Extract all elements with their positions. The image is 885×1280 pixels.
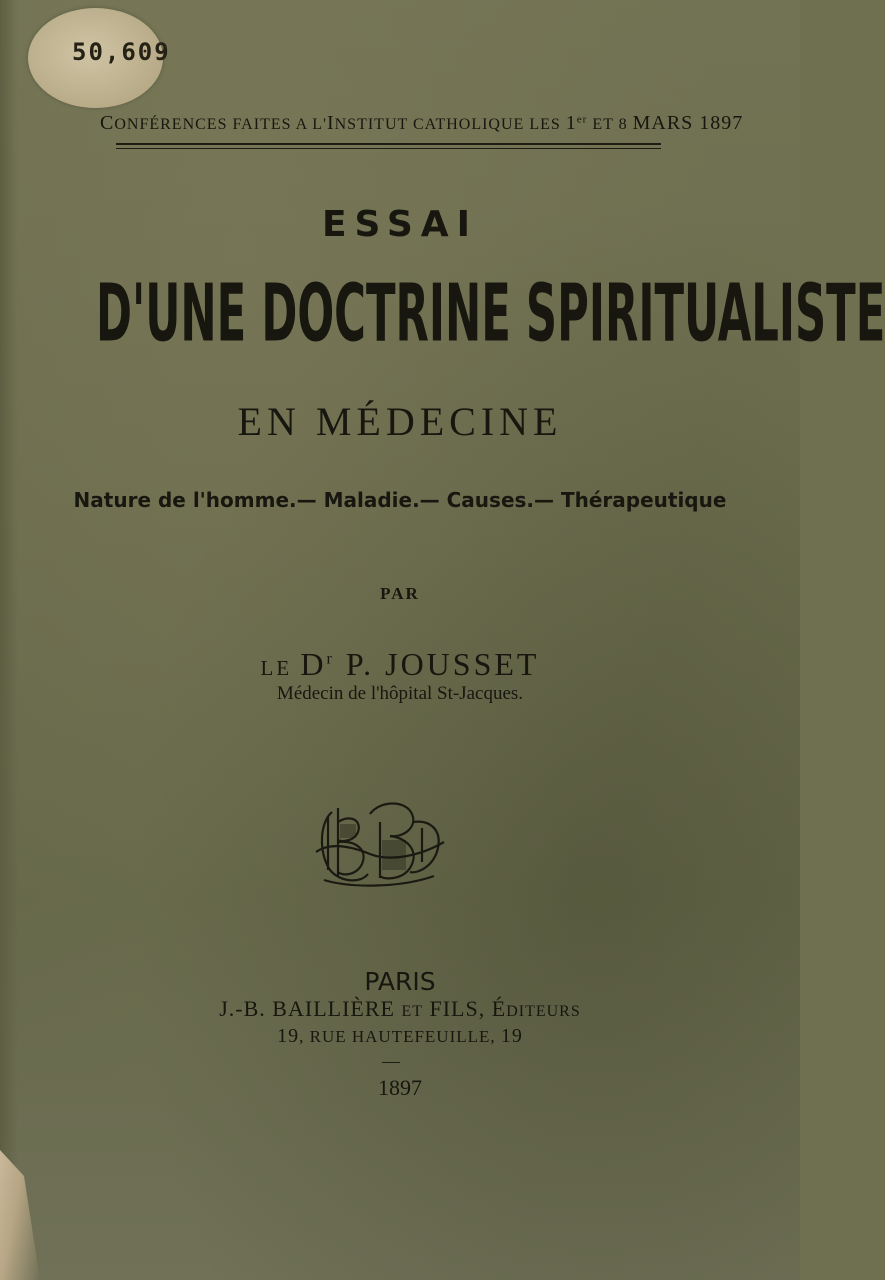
title-doctrine: D'UNE DOCTRINE SPIRITUALISTE (96, 268, 885, 361)
stamp-number: 50,609 (72, 38, 171, 66)
header-text: er (576, 113, 588, 126)
author-surname: P. JOUSSET (334, 646, 540, 682)
header-text: ARS 1897 (651, 112, 744, 134)
publisher-address (0, 1025, 800, 1048)
address-text: , RUE HAUTEFEUILLE, (299, 1027, 501, 1046)
torn-corner (0, 1150, 40, 1280)
header-text: I (326, 112, 335, 134)
publisher-text: ET (401, 1003, 423, 1020)
header-text: 1 (565, 112, 577, 134)
header-text: ET 8 (587, 116, 633, 133)
publisher-text: DITEURS (506, 1003, 581, 1020)
address-text: 19 (500, 1025, 523, 1047)
author-name (0, 646, 800, 683)
publisher-monogram (310, 792, 450, 888)
author-title: D (300, 646, 327, 682)
author-le: LE (260, 656, 301, 680)
conference-header (100, 112, 744, 135)
publisher-text: J.-B. BAILLIÈRE (219, 996, 402, 1021)
header-text: ONFÉRENCES FAITES A L' (114, 116, 327, 133)
header-text: NSTITUT CATHOLIQUE LES (334, 116, 566, 133)
header-rule (116, 148, 661, 149)
publisher-name (0, 996, 800, 1022)
byline-par: PAR (380, 584, 420, 603)
publisher-city: PARIS (364, 967, 436, 996)
library-stamp (28, 8, 171, 108)
title-essai: ESSAI (321, 204, 479, 245)
author-title-sup: r (326, 650, 335, 668)
subtitle: Nature de l'homme.— Maladie.— Causes.— Thérapeutique (73, 488, 727, 512)
publication-year: 1897 (378, 1075, 422, 1100)
publisher-text: FILS, É (423, 996, 507, 1021)
address-text: 19 (277, 1025, 300, 1047)
header-rule (116, 143, 661, 145)
header-text: M (632, 112, 652, 134)
title-medecine: EN MÉDECINE (237, 399, 563, 444)
separator-dash (382, 1062, 400, 1063)
author-affiliation: Médecin de l'hôpital St-Jacques. (276, 683, 524, 704)
header-text: C (100, 112, 115, 134)
